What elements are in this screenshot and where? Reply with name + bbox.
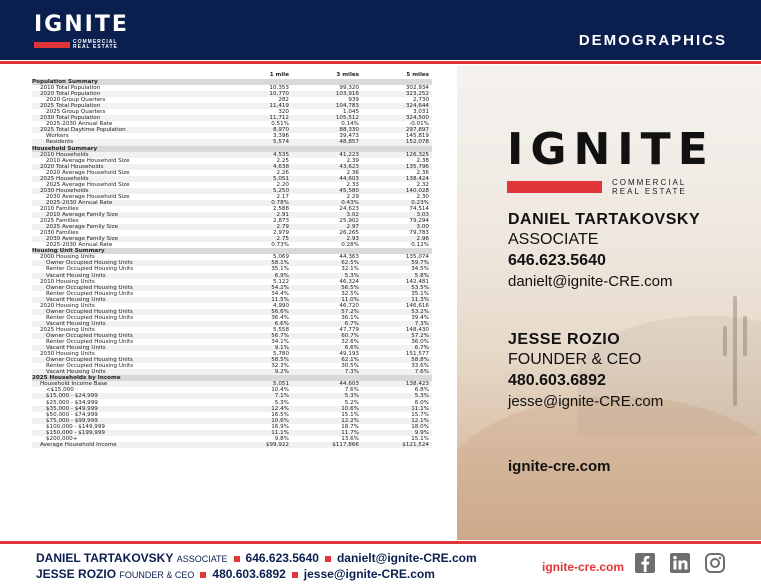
row-label: Renter Occupied Housing Units <box>46 339 134 346</box>
instagram-icon[interactable] <box>704 552 726 574</box>
row-label: 2025 Housing Units <box>40 326 95 333</box>
agent-info-panel <box>457 66 761 540</box>
cell-value: 5,558 <box>272 326 289 333</box>
cell-value: 4,535 <box>222 152 292 158</box>
cell-value: 34.4% <box>271 290 289 297</box>
cell-value: 36.4% <box>271 314 289 321</box>
cell-value: 142,481 <box>405 278 429 285</box>
cell-value: 39,473 <box>339 133 359 140</box>
cell-value: 320 <box>278 109 289 116</box>
table-row <box>32 442 432 448</box>
row-label: 2025 Total Population <box>32 103 222 109</box>
row-label: 2030 Housing Units <box>40 351 95 358</box>
cell-value: 5.3% <box>274 399 289 406</box>
cell-value: 5.3% <box>292 393 362 399</box>
cell-value: 2.20 <box>276 181 289 188</box>
row-label: 2025-2030 Annual Rate <box>46 121 113 128</box>
row-label: Renter Occupied Housing Units <box>46 290 134 297</box>
cell-value: 152,078 <box>362 139 432 145</box>
logo-wordmark: IGNITE <box>34 12 129 37</box>
row-label: 2030 Families <box>40 230 79 237</box>
column-header-1-mile: 1 mile <box>269 71 289 78</box>
cell-value: 12.4% <box>222 406 292 412</box>
background-cactus <box>723 326 727 356</box>
row-label: 2010 Average Family Size <box>32 212 222 218</box>
row-label: Owner Occupied Housing Units <box>32 285 222 291</box>
background-cactus <box>733 296 737 406</box>
logo-subtitle-line-1: COMMERCIAL <box>612 178 687 187</box>
row-label: 2000 Housing Units <box>40 254 95 261</box>
cell-value: 7.3% <box>292 369 362 375</box>
cell-value: 58.1% <box>222 260 292 266</box>
cell-value: 6.8% <box>414 387 429 394</box>
agent-name: JESSE ROZIO <box>508 331 621 348</box>
row-label: Vacant Housing Units <box>32 321 222 327</box>
table-header-row <box>32 70 432 79</box>
row-label: 2010 Total Population <box>40 85 101 92</box>
cell-value: 88,330 <box>292 127 362 133</box>
cell-value: 5.2% <box>344 399 359 406</box>
logo-red-bar <box>507 181 602 193</box>
row-label: Vacant Housing Units <box>32 369 222 375</box>
cell-value: 6.7% <box>362 345 432 351</box>
cell-value: 53.5% <box>362 285 432 291</box>
cell-value: 2.91 <box>222 212 292 218</box>
cell-value: 6.9% <box>222 273 292 279</box>
agent-email[interactable]: jesse@ignite-CRE.com <box>508 393 664 410</box>
header-red-rule <box>0 61 761 64</box>
cell-value: 324,644 <box>362 103 432 109</box>
footer-agent-phone[interactable]: 646.623.5640 <box>245 551 319 565</box>
cell-value: $121,524 <box>362 442 432 448</box>
row-label: Renter Occupied Housing Units <box>46 314 134 321</box>
cell-value: 2.36 <box>416 169 429 176</box>
row-label: Residents <box>32 139 222 145</box>
footer-agent-daniel <box>36 551 477 565</box>
footer-agent-email[interactable]: jesse@ignite-CRE.com <box>303 567 435 581</box>
row-label: Average Household Income <box>32 442 222 448</box>
cell-value: 0.78% <box>222 200 292 206</box>
cell-value: 2.38 <box>416 157 429 164</box>
cell-value: 6.7% <box>292 321 362 327</box>
cell-value: 11,419 <box>222 103 292 109</box>
cell-value: 2.39 <box>346 157 359 164</box>
row-label: Vacant Housing Units <box>32 273 222 279</box>
cell-value: 11.0% <box>292 297 362 303</box>
cell-value: 10.6% <box>292 406 362 412</box>
row-label: $100,000 - $149,999 <box>46 423 105 430</box>
header-bar <box>0 0 761 60</box>
cell-value: 56.7% <box>222 333 292 339</box>
ignite-logo <box>34 14 129 54</box>
cell-value: 57.2% <box>292 309 362 315</box>
cell-value: 11.1% <box>222 430 292 436</box>
cell-value: 10.6% <box>222 418 292 424</box>
row-label: 2010 Housing Units <box>40 278 95 285</box>
cell-value: 0.23% <box>362 200 432 206</box>
logo-subtitle <box>612 178 687 196</box>
logo-wordmark: IGNITE <box>507 124 715 175</box>
cell-value: 148,430 <box>405 326 429 333</box>
cell-value: 62.1% <box>292 357 362 363</box>
cell-value: 2.29 <box>346 193 359 200</box>
row-label: Owner Occupied Housing Units <box>32 333 222 339</box>
row-label: 2010 Households <box>32 152 222 158</box>
table-body <box>32 79 432 448</box>
row-label: 2025 Total Daytime Population <box>32 127 222 133</box>
column-header-3-miles: 3 miles <box>336 71 359 78</box>
cell-value: 5,051 <box>222 176 292 182</box>
cell-value: 135,796 <box>362 164 432 170</box>
demographics-table <box>32 70 432 448</box>
row-label: $50,000 - $74,999 <box>46 411 98 418</box>
cell-value: $99,922 <box>222 442 292 448</box>
page-title: DEMOGRAPHICS <box>578 32 727 49</box>
cell-value: 7.6% <box>344 387 359 394</box>
logo-subtitle-line-2: REAL ESTATE <box>612 187 687 196</box>
cell-value: 15.1% <box>411 435 429 442</box>
cell-value: 18.7% <box>341 423 359 430</box>
cell-value: 36.1% <box>341 314 359 321</box>
row-label: 2025 Families <box>40 218 79 225</box>
agent-card-jesse <box>508 330 663 412</box>
cell-value: 6.6% <box>222 321 292 327</box>
cell-value: 7.3% <box>362 321 432 327</box>
row-label: Housing Unit Summary <box>32 248 222 254</box>
cell-value: 5,250 <box>222 188 292 194</box>
cell-value: 3.03 <box>362 212 432 218</box>
agent-card-daniel <box>508 210 700 292</box>
cell-value: 5,069 <box>272 254 289 261</box>
cell-value: 46,720 <box>339 302 359 309</box>
separator-square <box>200 572 206 578</box>
cell-value: 151,577 <box>405 351 429 358</box>
cell-value: 8,970 <box>222 127 292 133</box>
cell-value: 32.6% <box>341 339 359 346</box>
row-label: 2020 Group Quarters <box>46 97 106 104</box>
cell-value: 99,320 <box>339 85 359 92</box>
footer-agent-name: DANIEL TARTAKOVSKY <box>36 551 174 565</box>
separator-square <box>325 556 331 562</box>
row-label: 2025 Average Household Size <box>46 181 130 188</box>
cell-value: 135,074 <box>405 254 429 261</box>
row-label: 2025 Average Family Size <box>32 224 222 230</box>
row-label: Renter Occupied Housing Units <box>46 363 134 370</box>
cell-value: 43,623 <box>292 164 362 170</box>
cell-value: 2.75 <box>222 236 292 242</box>
row-label: 2030 Households <box>32 188 222 194</box>
column-header-5-miles: 5 miles <box>406 71 429 78</box>
cell-value: 16.9% <box>271 423 289 430</box>
background-cactus <box>743 316 747 356</box>
cell-value: 2.30 <box>416 193 429 200</box>
website-link[interactable]: ignite-cre.com <box>508 458 611 475</box>
cell-value: 2.36 <box>346 169 359 176</box>
cell-value: 5,574 <box>222 139 292 145</box>
cell-value: 2,873 <box>272 218 289 225</box>
footer-agent-jesse <box>36 567 435 581</box>
cell-value: 46,324 <box>339 278 359 285</box>
row-label: 2025 Households by Income <box>32 375 222 381</box>
cell-value: 32.3% <box>271 363 289 370</box>
cell-value: 9.9% <box>362 430 432 436</box>
row-label: 2020 Housing Units <box>40 302 95 309</box>
agent-phone[interactable]: 480.603.6892 <box>508 372 606 389</box>
cell-value: 0.73% <box>271 242 289 249</box>
cell-value: 105,512 <box>292 115 362 121</box>
cell-value: 2.33 <box>346 181 359 188</box>
cell-value: 0.14% <box>341 121 359 128</box>
cell-value: 0.43% <box>292 200 362 206</box>
cell-value: 44,363 <box>339 254 359 261</box>
cell-value: 41,223 <box>292 152 362 158</box>
cell-value: 58.8% <box>362 357 432 363</box>
row-label: <$15,000 <box>46 387 74 394</box>
cell-value: 103,916 <box>292 91 362 97</box>
cell-value: 53.2% <box>362 309 432 315</box>
separator-square <box>234 556 240 562</box>
cell-value: 18.0% <box>411 423 429 430</box>
logo-red-bar <box>34 42 70 48</box>
label-column-header <box>32 70 222 79</box>
cell-value: 104,783 <box>292 103 362 109</box>
cell-value: 2.17 <box>276 193 289 200</box>
facebook-icon[interactable] <box>634 552 656 574</box>
ignite-logo-large <box>507 124 715 196</box>
cell-value: 56.6% <box>222 309 292 315</box>
footer-website-link[interactable]: ignite-cre.com <box>542 560 625 574</box>
cell-value: 47,779 <box>339 326 359 333</box>
cell-value: 10,353 <box>269 85 289 92</box>
agent-role: FOUNDER & CEO <box>508 351 642 368</box>
cell-value: 140,028 <box>362 188 432 194</box>
cell-value: 2,979 <box>272 230 289 237</box>
cell-value: -0.01% <box>409 121 429 128</box>
cell-value: 2.26 <box>276 169 289 176</box>
cell-value: 57.2% <box>362 333 432 339</box>
cell-value: 11,712 <box>222 115 292 121</box>
row-label: $35,000 - $49,999 <box>32 406 222 412</box>
row-label: $75,000 - $99,999 <box>32 418 222 424</box>
cell-value: 0.28% <box>341 242 359 249</box>
cell-value: 44,603 <box>292 176 362 182</box>
cell-value: 7.1% <box>222 393 292 399</box>
cell-value: 5,780 <box>272 351 289 358</box>
agent-phone[interactable]: 646.623.5640 <box>508 252 606 269</box>
cell-value: 79,294 <box>409 218 429 225</box>
cell-value: 33.6% <box>411 363 429 370</box>
cell-value: 2.79 <box>222 224 292 230</box>
cell-value: 2.25 <box>276 157 289 164</box>
cell-value: 15.7% <box>411 411 429 418</box>
row-label: 2025-2030 Annual Rate <box>32 200 222 206</box>
cell-value: 32.5% <box>341 290 359 297</box>
cell-value: 302,934 <box>405 85 429 92</box>
cell-value: 35.1% <box>411 290 429 297</box>
separator-square <box>292 572 298 578</box>
row-label: 2025 Group Quarters <box>46 109 106 116</box>
cell-value: 10.4% <box>271 387 289 394</box>
row-label: 2025 Households <box>32 176 222 182</box>
cell-value: 2.96 <box>362 236 432 242</box>
cell-value: 2.97 <box>292 224 362 230</box>
cell-value: 49,193 <box>339 351 359 358</box>
cell-value: 324,500 <box>362 115 432 121</box>
cell-value: 2,730 <box>412 97 429 104</box>
cell-value: 146,616 <box>405 302 429 309</box>
cell-value: 10,770 <box>222 91 292 97</box>
cell-value: $117,866 <box>292 442 362 448</box>
cell-value: 24,623 <box>339 206 359 212</box>
row-label: Vacant Housing Units <box>32 297 222 303</box>
cell-value: 35.1% <box>271 266 289 273</box>
footer-agent-name: JESSE ROZIO <box>36 567 117 581</box>
cell-value: 5.8% <box>362 273 432 279</box>
cell-value: 79,783 <box>409 230 429 237</box>
cell-value: 12.1% <box>362 418 432 424</box>
row-label: $150,000 - $199,999 <box>32 430 222 436</box>
cell-value: 0.51% <box>271 121 289 128</box>
row-label: Vacant Housing Units <box>32 345 222 351</box>
row-label: Population Summary <box>32 79 222 85</box>
row-label: 2030 Total Population <box>32 115 222 121</box>
agent-role: ASSOCIATE <box>508 231 599 248</box>
cell-value: 3,031 <box>412 109 429 116</box>
cell-value: 9.2% <box>222 369 292 375</box>
cell-value: 56.5% <box>292 285 362 291</box>
cell-value: 9.1% <box>222 345 292 351</box>
footer-agent-email[interactable]: danielt@ignite-CRE.com <box>336 551 477 565</box>
row-label: 2020 Total Households <box>32 164 222 170</box>
cell-value: 25,902 <box>339 218 359 225</box>
row-label: 2020 Average Household Size <box>46 169 130 176</box>
cell-value: 48,857 <box>292 139 362 145</box>
cell-value: 74,514 <box>409 206 429 212</box>
row-label: 2025-2030 Annual Rate <box>46 242 113 249</box>
cell-value: 36.0% <box>411 339 429 346</box>
cell-value: 138,423 <box>362 381 432 387</box>
cell-value: 5,051 <box>222 381 292 387</box>
row-label: Renter Occupied Housing Units <box>46 266 134 273</box>
cell-value: 11.3% <box>362 297 432 303</box>
cell-value: 0.12% <box>411 242 429 249</box>
cell-value: 34.1% <box>271 339 289 346</box>
cell-value: 939 <box>348 97 359 104</box>
row-label: Owner Occupied Housing Units <box>32 357 222 363</box>
cell-value: 12.2% <box>292 418 362 424</box>
cell-value: 1,045 <box>342 109 359 116</box>
cell-value: 58.5% <box>222 357 292 363</box>
cell-value: 3.00 <box>362 224 432 230</box>
cell-value: 2.93 <box>292 236 362 242</box>
row-label: $25,000 - $34,999 <box>46 399 98 406</box>
row-label: $200,000+ <box>46 435 78 442</box>
cell-value: 60.7% <box>292 333 362 339</box>
row-label: Household Summary <box>32 146 222 152</box>
agent-email[interactable]: danielt@ignite-CRE.com <box>508 273 673 290</box>
row-label: 2010 Families <box>40 206 79 212</box>
cell-value: 3.02 <box>292 212 362 218</box>
cell-value: 26,265 <box>339 230 359 237</box>
cell-value: 145,819 <box>405 133 429 140</box>
agent-name: DANIEL TARTAKOVSKY <box>508 211 701 228</box>
row-label: 2030 Average Household Size <box>46 193 130 200</box>
cell-value: 11.7% <box>292 430 362 436</box>
cell-value: 13.6% <box>341 435 359 442</box>
footer-agent-role: FOUNDER & CEO <box>119 570 195 580</box>
row-label: Owner Occupied Housing Units <box>32 260 222 266</box>
cell-value: 7.6% <box>362 369 432 375</box>
cell-value: 30.5% <box>341 363 359 370</box>
row-label: Household Income Base <box>32 381 222 387</box>
cell-value: 54.2% <box>222 285 292 291</box>
cell-value: 5.3% <box>362 393 432 399</box>
row-label: 2030 Average Family Size <box>32 236 222 242</box>
cell-value: 4,990 <box>272 302 289 309</box>
cell-value: 2,588 <box>272 206 289 212</box>
cell-value: 3,396 <box>272 133 289 140</box>
linkedin-icon[interactable] <box>669 552 691 574</box>
cell-value: 126,325 <box>362 152 432 158</box>
cell-value: 323,252 <box>362 91 432 97</box>
cell-value: 62.5% <box>292 260 362 266</box>
cell-value: 6.6% <box>292 345 362 351</box>
cell-value: 5,122 <box>272 278 289 285</box>
cell-value: 44,603 <box>292 381 362 387</box>
cell-value: 59.7% <box>362 260 432 266</box>
cell-value: 16.5% <box>271 411 289 418</box>
row-label: Workers <box>46 133 69 140</box>
cell-value: 11.1% <box>362 406 432 412</box>
footer-bar <box>0 544 761 588</box>
row-label: Owner Occupied Housing Units <box>32 309 222 315</box>
cell-value: 6.0% <box>414 399 429 406</box>
cell-value: 2.32 <box>416 181 429 188</box>
cell-value: 297,897 <box>362 127 432 133</box>
cell-value: 39.4% <box>411 314 429 321</box>
row-label: 2020 Total Population <box>32 91 222 97</box>
cell-value: 138,424 <box>362 176 432 182</box>
cell-value: 11.5% <box>222 297 292 303</box>
footer-agent-role: ASSOCIATE <box>176 554 228 564</box>
cell-value: 32.1% <box>341 266 359 273</box>
row-label: $15,000 - $24,999 <box>32 393 222 399</box>
demographics-table-container <box>32 70 432 448</box>
cell-value: 282 <box>278 97 289 104</box>
cell-value: 4,638 <box>222 164 292 170</box>
cell-value: 5.3% <box>292 273 362 279</box>
cell-value: 34.5% <box>411 266 429 273</box>
footer-agent-phone[interactable]: 480.603.6892 <box>212 567 286 581</box>
cell-value: 15.1% <box>341 411 359 418</box>
row-label: 2010 Average Household Size <box>46 157 130 164</box>
logo-subtitle: COMMERCIAL REAL ESTATE <box>73 38 118 50</box>
cell-value: 9.8% <box>274 435 289 442</box>
cell-value: 45,580 <box>292 188 362 194</box>
